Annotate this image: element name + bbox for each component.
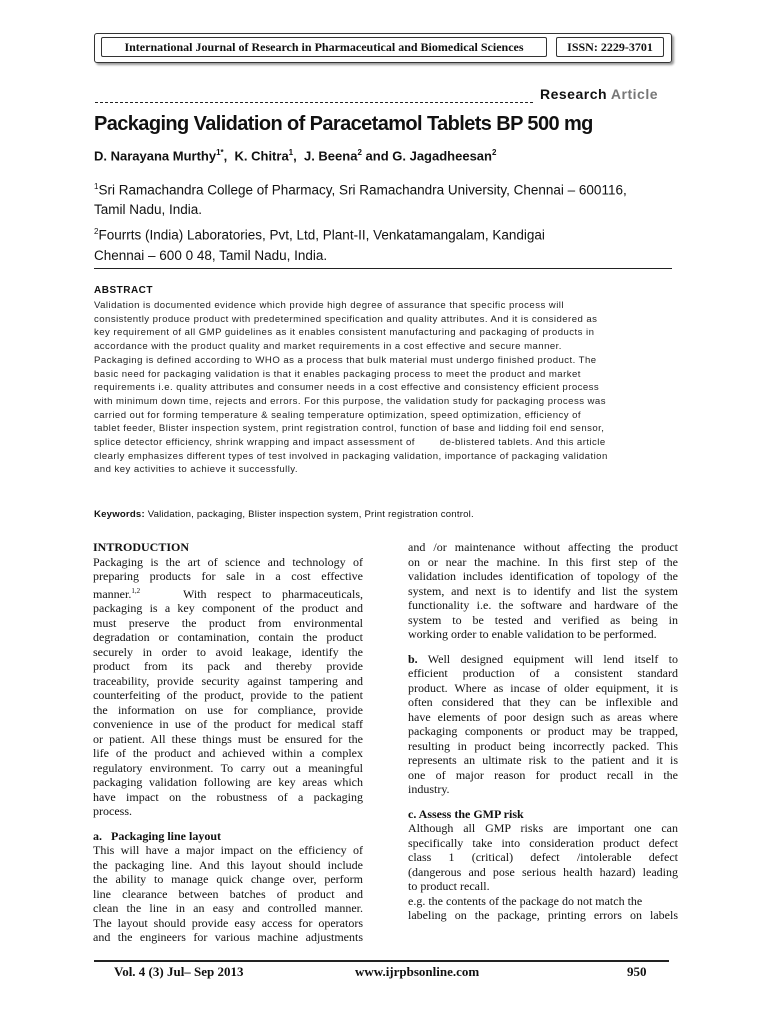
abstract-line: and key activities to achieve it successfully. bbox=[94, 464, 298, 476]
body-line: packaging is a key component of the product and bbox=[93, 601, 363, 615]
affiliation-1-line-1 bbox=[94, 179, 627, 199]
body-line: have elements of poor design such as areas where bbox=[408, 709, 678, 724]
manner-word: manner. bbox=[93, 586, 132, 601]
body-line: clean the line in an easy and controlled manner. bbox=[93, 901, 363, 915]
section-c-heading: c. Assess the GMP risk bbox=[408, 806, 524, 821]
abstract-line: Packaging is defined according to WHO as a process that bulk material must undergo finished product. The bbox=[94, 354, 597, 366]
author-2-affil: 1 bbox=[288, 148, 294, 157]
body-line: (dangerous and pose serious health hazard) leading bbox=[408, 864, 678, 879]
right-column bbox=[408, 540, 678, 923]
body-line: must preserve the product from environmental bbox=[93, 615, 363, 630]
dashed-divider bbox=[95, 102, 533, 103]
body-line: degradation or contamination, contain the product bbox=[93, 630, 363, 644]
affiliation-2-line-2: Chennai – 600 0 48, Tamil Nadu, India. bbox=[94, 248, 328, 263]
body-line: line clearance between batches of product and bbox=[93, 886, 363, 901]
section-b-text: Well designed equipment will lend itself to bbox=[417, 651, 678, 666]
affiliation-2-marker: 2 bbox=[94, 227, 99, 236]
body-line-manner bbox=[93, 584, 363, 602]
body-line: the information on use for compliance, provide bbox=[93, 702, 363, 717]
footer-url: www.ijrpbsonline.com bbox=[355, 964, 480, 979]
body-line: or patient. All these things must be ensured for the bbox=[93, 731, 363, 746]
author-4-affil: 2 bbox=[491, 148, 497, 157]
body-line: and /or maintenance without affecting the product bbox=[408, 540, 678, 554]
body-line: to product recall. bbox=[408, 879, 490, 893]
body-line: resulting in product being incorrectly packed. This bbox=[408, 738, 678, 753]
body-line: product. Where as incase of older equipment, it is bbox=[408, 680, 678, 695]
journal-name: International Journal of Research in Pharmaceutical and Biomedical Sciences bbox=[101, 37, 547, 57]
paper-title: Packaging Validation of Paracetamol Tablets BP 500 mg bbox=[94, 113, 593, 135]
body-line: securely in order to avoid leakage, identify the bbox=[93, 644, 363, 659]
body-line: have impact on the robustness of a packaging bbox=[93, 789, 363, 804]
section-b-label: b. bbox=[408, 651, 418, 666]
body-line: convenience in use of the product for medical staff bbox=[93, 717, 363, 731]
author-1-affil: 1* bbox=[216, 148, 224, 157]
author-4: and G. Jagadheesan bbox=[365, 148, 492, 164]
paragraph-gap bbox=[93, 819, 363, 829]
body-line: efficient production of a consistent standard bbox=[408, 666, 678, 680]
body-line: The layout should provide easy access for operators bbox=[93, 915, 363, 930]
abstract-line: basic need for packaging validation is that it enables packaging process to meet the product and market bbox=[94, 368, 581, 380]
article-type bbox=[540, 86, 658, 102]
introduction-heading: INTRODUCTION bbox=[93, 540, 190, 554]
abstract-line: tablet feeder, Blister inspection system, print registration control, function of base and lidding foil end sensor, bbox=[94, 423, 605, 435]
body-line: regulatory environment. To carry out a meaningful bbox=[93, 760, 363, 775]
keywords bbox=[94, 509, 474, 520]
body-line: class 1 (critical) defect /intolerable defect bbox=[408, 850, 678, 864]
affiliation-2-line-1 bbox=[94, 224, 545, 244]
abstract-line: consistently produce product with predetermined specification and quality attributes. And it is considered as bbox=[94, 313, 598, 325]
affiliation-1-line-2: Tamil Nadu, India. bbox=[94, 202, 203, 217]
body-line: product from its pack and thereby provide bbox=[93, 659, 363, 673]
body-line: one of major reason for product recall in the bbox=[408, 767, 678, 782]
header-divider bbox=[94, 268, 672, 269]
footer-divider bbox=[94, 960, 669, 962]
author-3-affil: 2 bbox=[357, 148, 362, 157]
author-list: D. Narayana Murthy$^{1*}$, K. Chitra$^1$, J. Beena$^2$ and G. Jagadheesan$^2$ bbox=[94, 148, 497, 164]
body-line: represents an ultimate risk to the patient and it is bbox=[408, 753, 678, 767]
section-a-heading: a. Packaging line layout bbox=[93, 828, 222, 843]
abstract-line: clearly emphasizes different types of test involved in packaging validation, importance of packaging validation bbox=[94, 450, 608, 462]
body-line-text: With respect to pharmaceuticals, bbox=[183, 586, 363, 601]
body-line: life of the product and achieved within a complex bbox=[93, 746, 363, 760]
body-line: system to be tested and verified as being in bbox=[408, 612, 678, 627]
left-column bbox=[93, 540, 363, 945]
footer-volume: Vol. 4 (3) Jul– Sep 2013 bbox=[114, 964, 244, 979]
body-line: validation includes identification of topology of the bbox=[408, 569, 678, 583]
paragraph-gap bbox=[408, 642, 678, 652]
body-line: This will have a major impact on the efficiency of bbox=[93, 843, 363, 857]
body-line: preparing products for sale in a cost effective bbox=[93, 569, 363, 583]
page-number: 950 bbox=[627, 964, 647, 979]
body-line: the packaging line. And this layout should include bbox=[93, 857, 363, 872]
abstract-line: splice detector efficiency, shrink wrapping and impact assessment of de-blistered tablets. And this article bbox=[94, 437, 606, 449]
abstract-line: requirements i.e. quality attributes and consumer needs in a cost effective and consistency efficient process bbox=[94, 382, 600, 394]
affiliation-1-marker: 1 bbox=[94, 182, 99, 191]
body-line: industry. bbox=[408, 782, 450, 796]
citation-ref: 1,2 bbox=[131, 586, 141, 595]
abstract-body bbox=[94, 299, 676, 477]
body-line: e.g. the contents of the package do not match the bbox=[408, 893, 643, 908]
body-line: specifically take into consideration product defect bbox=[408, 835, 678, 850]
body-line: on or near the machine. In this first step of the bbox=[408, 554, 678, 569]
abstract-line: with minimum down time, rejects and errors. For this purpose, the validation study for packaging process was bbox=[94, 395, 606, 407]
body-line: Packaging is the art of science and technology of bbox=[93, 554, 363, 569]
article-type-research: Research bbox=[540, 86, 608, 102]
abstract-line: key requirement of all GMP guidelines as it enables consistent manufacturing and packaging of products in bbox=[94, 327, 595, 339]
section-b-first-line bbox=[408, 652, 678, 667]
body-line: working order to enable validation to be performed. bbox=[408, 627, 657, 641]
body-line: Although all GMP risks are important one can bbox=[408, 821, 678, 835]
body-line: packaging validation following are key areas which bbox=[93, 775, 363, 789]
author-3: J. Beena bbox=[303, 148, 358, 164]
abstract-line: Validation is documented evidence which provide high degree of assurance that specific process will bbox=[94, 300, 564, 311]
keywords-label: Keywords: bbox=[94, 509, 145, 520]
body-line: traceability, provide security against tampering and bbox=[93, 673, 363, 688]
article-type-article: Article bbox=[610, 86, 658, 102]
body-line: and the engineers for various machine adjustments bbox=[93, 930, 363, 944]
abstract-heading: ABSTRACT bbox=[94, 285, 153, 296]
keywords-text: Validation, packaging, Blister inspection system, Print registration control. bbox=[144, 509, 474, 520]
author-1: D. Narayana Murthy bbox=[94, 148, 217, 164]
body-line: process. bbox=[93, 804, 132, 818]
author-2: K. Chitra bbox=[234, 148, 289, 164]
body-line: often considered that they can be inflexible and bbox=[408, 695, 678, 709]
abstract-line: carried out for forming temperature & sealing temperature optimization, speed optimization, efficiency of bbox=[94, 409, 582, 421]
body-line: packaging components or product may be trapped, bbox=[408, 724, 678, 738]
body-line: functionality i.e. the software and hardware of the bbox=[408, 598, 678, 612]
issn-label: ISSN: 2229-3701 bbox=[556, 37, 664, 57]
body-line: the ability to manage quick change over, perform bbox=[93, 872, 363, 886]
paragraph-gap bbox=[408, 797, 678, 807]
body-line: counterfeiting of the product, provide to the patient bbox=[93, 688, 363, 702]
affiliation-1-text: Sri Ramachandra College of Pharmacy, Sri Ramachandra University, Chennai – 600116, bbox=[98, 182, 627, 198]
body-line: labeling on the package, printing errors on labels bbox=[408, 908, 678, 922]
abstract-line: accordance with the product quality and market requirements in a cost effective and secure manner. bbox=[94, 341, 562, 353]
body-line: system, and next is to identify and list the system bbox=[408, 583, 678, 598]
affiliation-2-text: Fourrts (India) Laboratories, Pvt, Ltd, Plant-II, Venkatamangalam, Kandigai bbox=[98, 227, 545, 243]
